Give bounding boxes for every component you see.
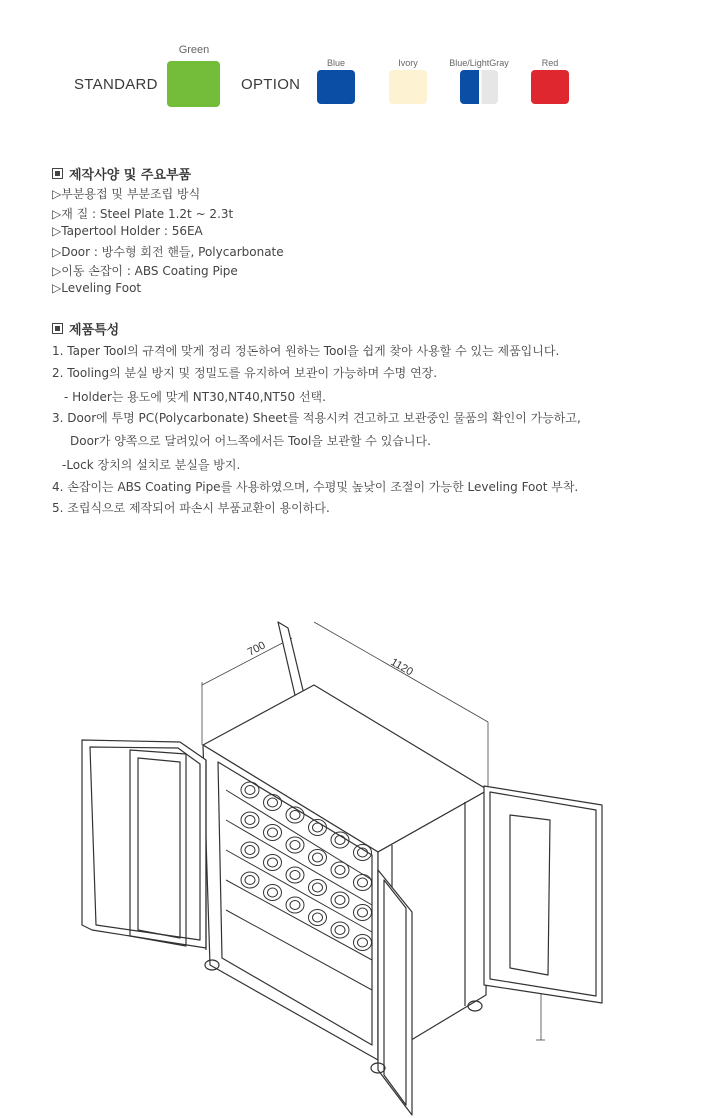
option-color-name-blue: Blue [326,58,345,68]
spec-item: ▷부분용접 및 부분조립 방식 [52,187,201,201]
feature-line: Door가 양쪽으로 달려있어 어느쪽에서든 Tool을 보관할 수 있습니다. [70,434,431,448]
option-blue-swatch [317,70,355,104]
spec-item: ▷Leveling Foot [52,281,142,295]
features-section-title: 제품특성 [52,319,119,338]
depth-dimension: 700 [245,639,268,659]
feature-line: 5. 조립식으로 제작되어 파손시 부품교환이 용이하다. [52,501,330,515]
feature-line: 2. Tooling의 분실 방지 및 정밀도를 유지하여 보관이 가능하며 수명 연장. [52,366,438,380]
spec-item: ▷Door : 방수형 회전 핸들, Polycarbonate [52,245,284,259]
standard-color-name: Green [178,44,210,56]
front-door [378,870,412,1115]
option-red-swatch [531,70,569,104]
option-blue-lightgray-swatch [460,70,498,104]
color-options [0,0,709,130]
option-ivory-swatch [389,70,427,104]
left-door [82,740,206,950]
right-door [484,786,602,1003]
width-dimension: 1120 [388,656,415,679]
feature-line: 4. 손잡이는 ABS Coating Pipe를 사용하였으며, 수평및 높낮이 조절이 가능한 Leveling Foot 부착. [52,480,579,494]
cabinet-drawing [0,600,709,1118]
square-bullet-icon [52,323,63,334]
feature-line: -Lock 장치의 설치로 분실을 방지. [62,458,241,472]
feature-line: 3. Door에 투명 PC(Polycarbonate) Sheet를 적용시켜 견고하고 보관중인 물품의 확인이 가능하고, [52,411,581,425]
option-color-name-blue-lightgray: Blue/LightGray [449,58,509,68]
spec-item: ▷Tapertool Holder : 56EA [52,224,203,238]
spec-section-title: 제작사양 및 주요부품 [52,164,191,183]
feature-line: 1. Taper Tool의 규격에 맞게 정리 정돈하여 원하는 Tool을 쉽게 찾아 사용할 수 있는 제품입니다. [52,344,560,358]
standard-green-swatch [167,61,220,107]
square-bullet-icon [52,168,63,179]
option-color-name-ivory: Ivory [398,58,418,68]
spec-item: ▷이동 손잡이 : ABS Coating Pipe [52,264,238,278]
feature-line: - Holder는 용도에 맞게 NT30,NT40,NT50 선택. [64,390,326,404]
standard-label: STANDARD [74,76,158,93]
spec-item: ▷재 질 : Steel Plate 1.2t ~ 2.3t [52,207,234,221]
option-label: OPTION [241,76,301,93]
option-color-name-red: Red [541,58,559,68]
